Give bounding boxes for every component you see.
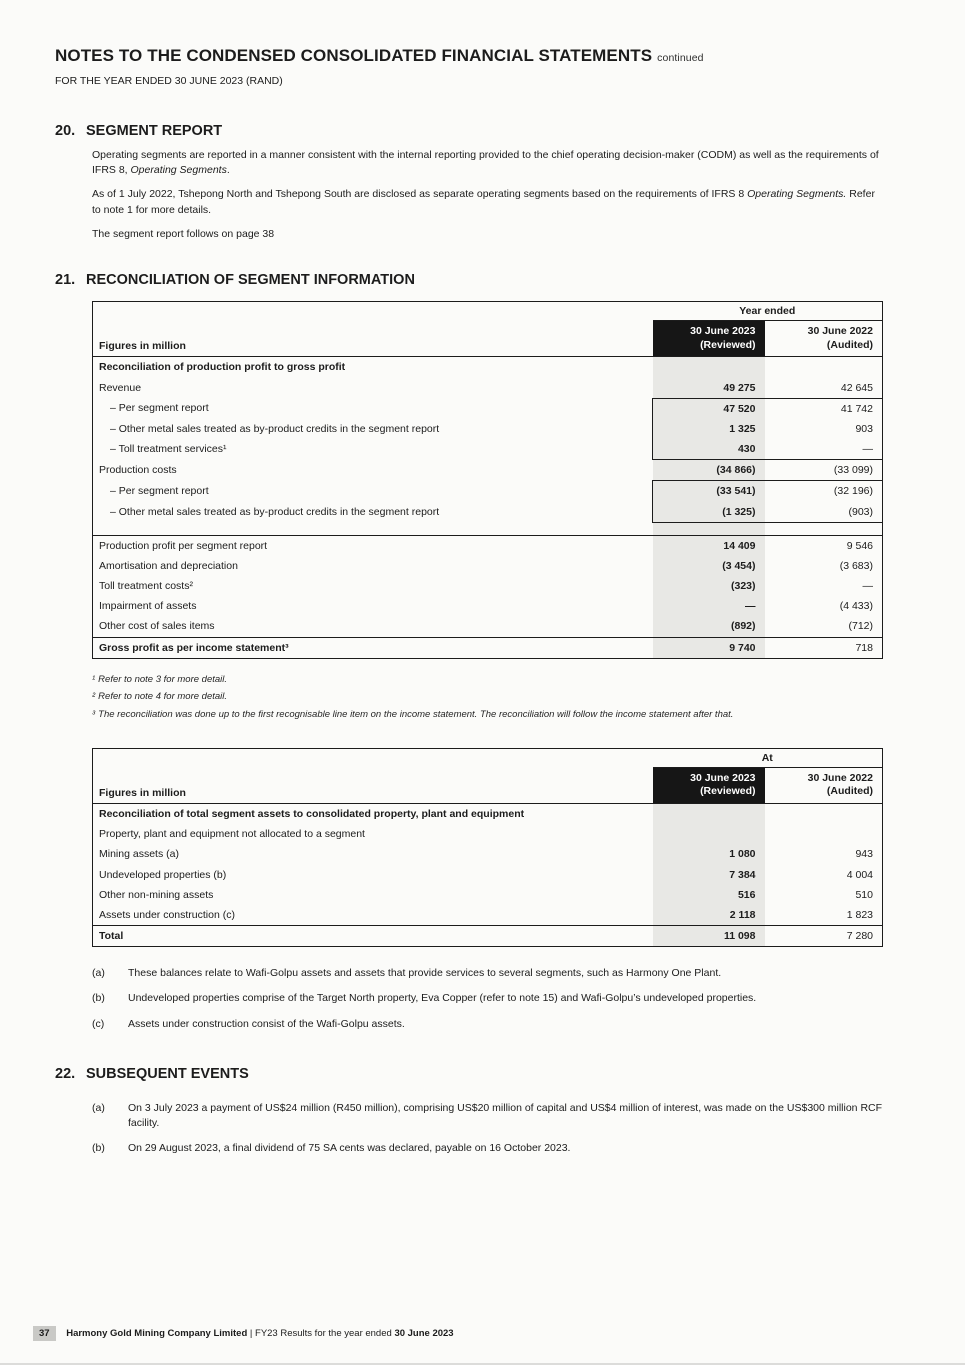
event-marker: (a) [92,1101,105,1114]
value-2023: 49 275 [653,378,765,399]
table-row [93,596,883,616]
row-label: Reconciliation of total segment assets to consolidated property, plant and equipment [99,808,525,821]
section-21-number: 21. [55,272,76,289]
table-row [93,481,883,502]
column-header-row [93,321,883,357]
table2-notes [92,966,884,1032]
footnote-marker: ³ [92,708,96,720]
row-label: Reconciliation of production profit to gross profit [99,361,346,374]
page-title [55,46,885,66]
note-text: Undeveloped properties comprise of the Target North property, Eva Copper (refer to note 15) and Wafi-Golpu’s undeveloped properties. [128,992,757,1005]
value-2022: 1 823 [846,908,873,921]
footnote [92,691,885,702]
figures-in-million-label: Figures in million [93,321,653,357]
table-row [93,378,883,399]
table-row [93,556,883,576]
footer-results-text: | FY23 Results for the year ended [249,1328,392,1339]
row-label: Toll treatment costs² [99,580,193,593]
value-2022: 7 280 [765,926,883,947]
section-subsequent-events [55,1066,885,1157]
event-item [92,1141,884,1156]
page-footer [33,1326,932,1341]
column-header-2023-status: (Reviewed) [700,338,756,351]
row-label: Mining assets (a) [99,848,179,861]
note-marker: (c) [92,1017,105,1030]
column-header-2023 [653,767,765,803]
footnote-text: Refer to note 3 for more detail. [98,673,228,685]
value-2022: 943 [855,848,873,861]
value-2023: (33 541) [653,481,765,502]
note-marker: (b) [92,992,105,1005]
paragraph-text: . [226,164,230,177]
column-header-2022-date: 30 June 2022 [807,325,873,338]
lettered-note [92,966,884,981]
event-marker: (b) [92,1142,105,1155]
section-20-number: 20. [55,123,76,139]
value-2022: (712) [848,620,873,633]
table-row [93,398,883,419]
row-label: Assets under construction (c) [99,908,235,921]
paragraph: The segment report follows on page 38 [92,227,275,240]
table-row [93,616,883,637]
section-20-heading [55,123,885,139]
page-title-continued: continued [657,52,704,64]
value-2022 [765,357,883,378]
value-2022: — [862,580,873,593]
production-profit-table [92,301,883,659]
value-2023: 430 [653,439,765,460]
column-header-2023 [653,321,765,357]
subsequent-events-list [92,1101,884,1157]
row-label: Undeveloped properties (b) [99,868,227,881]
column-header-2022 [765,321,883,357]
column-header-2022-status: (Audited) [826,338,873,351]
footer-company: Harmony Gold Mining Company Limited [66,1328,248,1339]
section-22-heading [55,1066,885,1082]
period-header-row [93,302,883,321]
table1-footnotes [92,674,885,720]
value-2022: 9 546 [765,535,883,556]
value-2023: 14 409 [653,535,765,556]
value-2022: 41 742 [765,398,883,419]
lettered-note [92,991,884,1006]
section-20-title: SEGMENT REPORT [86,123,223,139]
value-2022: (32 196) [765,481,883,502]
note-marker: (a) [92,967,105,980]
table-row [93,576,883,596]
value-2023: 11 098 [653,926,765,947]
paragraph [92,187,884,217]
table-row [93,865,883,885]
column-header-2022 [765,767,883,803]
row-label: Revenue [99,381,142,394]
table-row [93,824,883,844]
paragraph-text: As of 1 July 2022, Tshepong North and Tshepong South are disclosed as separate operating segments based on the requirements of IFRS 8 [92,188,748,201]
event-text: On 29 August 2023, a final dividend of 75 SA cents was declared, payable on 16 October 2023. [128,1142,571,1155]
empty-cell [93,748,653,767]
row-label: Impairment of assets [99,600,197,613]
segment-assets-table [92,748,883,947]
row-label: Production costs [99,464,177,477]
paragraph-text: Operating segments are reported in a manner consistent with the internal reporting provided to the chief operating decision-maker (CODM) as well as the requirements of IFRS 8, [92,149,879,177]
section-21-title: RECONCILIATION OF SEGMENT INFORMATION [86,272,415,289]
row-label: Other cost of sales items [99,620,215,633]
section-21-heading [55,272,885,288]
row-label: Property, plant and equipment not allocated to a segment [99,828,365,841]
section-reconciliation [55,272,885,1032]
table-row [93,460,883,481]
value-2023 [653,824,765,844]
value-2022 [765,824,883,844]
table-row [93,535,883,556]
value-2022: 42 645 [840,381,873,394]
footnote-text: Refer to note 4 for more detail. [98,691,228,703]
footnote [92,674,885,685]
value-2022: — [765,439,883,460]
value-2022: (4 433) [839,600,873,613]
value-2022: 510 [855,888,873,901]
value-2022 [765,804,883,825]
table-row [93,502,883,523]
lettered-note [92,1017,884,1032]
table-row [93,844,883,864]
row-label: Gross profit as per income statement³ [93,637,653,658]
column-header-2022-date: 30 June 2022 [807,771,873,784]
value-2022: (903) [765,502,883,523]
figures-in-million-label: Figures in million [93,767,653,803]
table-row [93,419,883,439]
value-2023: (1 325) [653,502,765,523]
paragraph-text: Refer to note 1 for more details. [92,188,875,216]
paragraph-italic: Operating Segments [130,164,227,177]
note-text: These balances relate to Wafi-Golpu assets and assets that provide services to several segments, such as Harmony One Plant. [128,967,722,980]
table-total-row [93,926,883,947]
page-subtitle: FOR THE YEAR ENDED 30 JUNE 2023 (RAND) [55,75,283,87]
footer-date: 30 June 2023 [394,1328,454,1339]
event-item [92,1101,884,1131]
value-2023: (892) [653,616,765,637]
value-2023: 1 325 [653,419,765,439]
value-2023 [653,357,765,378]
row-label: – Other metal sales treated as by-product credits in the segment report [110,505,440,518]
table-row [93,885,883,905]
table-row [93,905,883,926]
value-2023: 2 118 [653,905,765,926]
column-header-2023-date: 30 June 2023 [690,771,756,784]
value-2022: 903 [855,422,873,435]
value-2023: 47 520 [653,398,765,419]
value-2022: 4 004 [846,868,873,881]
column-header-2023-date: 30 June 2023 [690,325,756,338]
table-section-row [93,357,883,378]
event-text: On 3 July 2023 a payment of US$24 million (R450 million), comprising US$20 million of capital and US$4 million of interest, was made on the US$300 million RCF facility. [128,1101,883,1130]
section-22-number: 22. [55,1065,76,1082]
page-header [55,46,885,87]
section-segment-report [55,123,885,242]
table-row [93,439,883,460]
empty-cell [765,522,883,535]
value-2023: (3 454) [653,556,765,576]
column-header-2022-status: (Audited) [826,785,873,798]
page-title-text: NOTES TO THE CONDENSED CONSOLIDATED FINANCIAL STATEMENTS [55,46,653,65]
empty-cell [653,522,765,535]
row-label: – Other metal sales treated as by-product credits in the segment report [110,422,440,435]
table-section-row [93,804,883,825]
footnote [92,709,885,720]
footnote-marker: ² [92,691,96,703]
footnote-text: The reconciliation was done up to the first recognisable line item on the income statement. The reconciliation will follow the income statement after that. [98,708,734,720]
value-2023: 516 [653,885,765,905]
value-2023: 1 080 [653,844,765,864]
page-number: 37 [33,1326,56,1341]
value-2023: 7 384 [653,865,765,885]
note-text: Assets under construction consist of the Wafi-Golpu assets. [128,1017,405,1030]
column-header-2023-status: (Reviewed) [700,785,756,798]
value-2023 [653,804,765,825]
value-2022: 718 [765,637,883,658]
period-header: Year ended [653,302,883,321]
value-2023: 9 740 [653,637,765,658]
paragraph-italic: Operating Segments. [747,188,847,201]
section-22-title: SUBSEQUENT EVENTS [86,1065,249,1082]
value-2022: (3 683) [839,559,873,572]
empty-cell [93,522,653,535]
empty-cell [93,302,653,321]
footnote-marker: ¹ [92,673,96,685]
spacer-row [93,522,883,535]
value-2023: (323) [653,576,765,596]
value-2022: (33 099) [833,464,873,477]
paragraph [92,148,884,178]
period-header-row [93,748,883,767]
row-label: – Per segment report [110,485,209,498]
row-label: Other non-mining assets [99,888,214,901]
row-label: Total [93,926,653,947]
table-row [93,637,883,658]
row-label: – Toll treatment services¹ [110,443,227,456]
period-header: At [653,748,883,767]
row-label: Amortisation and depreciation [99,559,238,572]
value-2023: — [653,596,765,616]
column-header-row [93,767,883,803]
row-label: – Per segment report [110,402,209,415]
row-label: Production profit per segment report [93,535,653,556]
value-2023: (34 866) [653,460,765,481]
